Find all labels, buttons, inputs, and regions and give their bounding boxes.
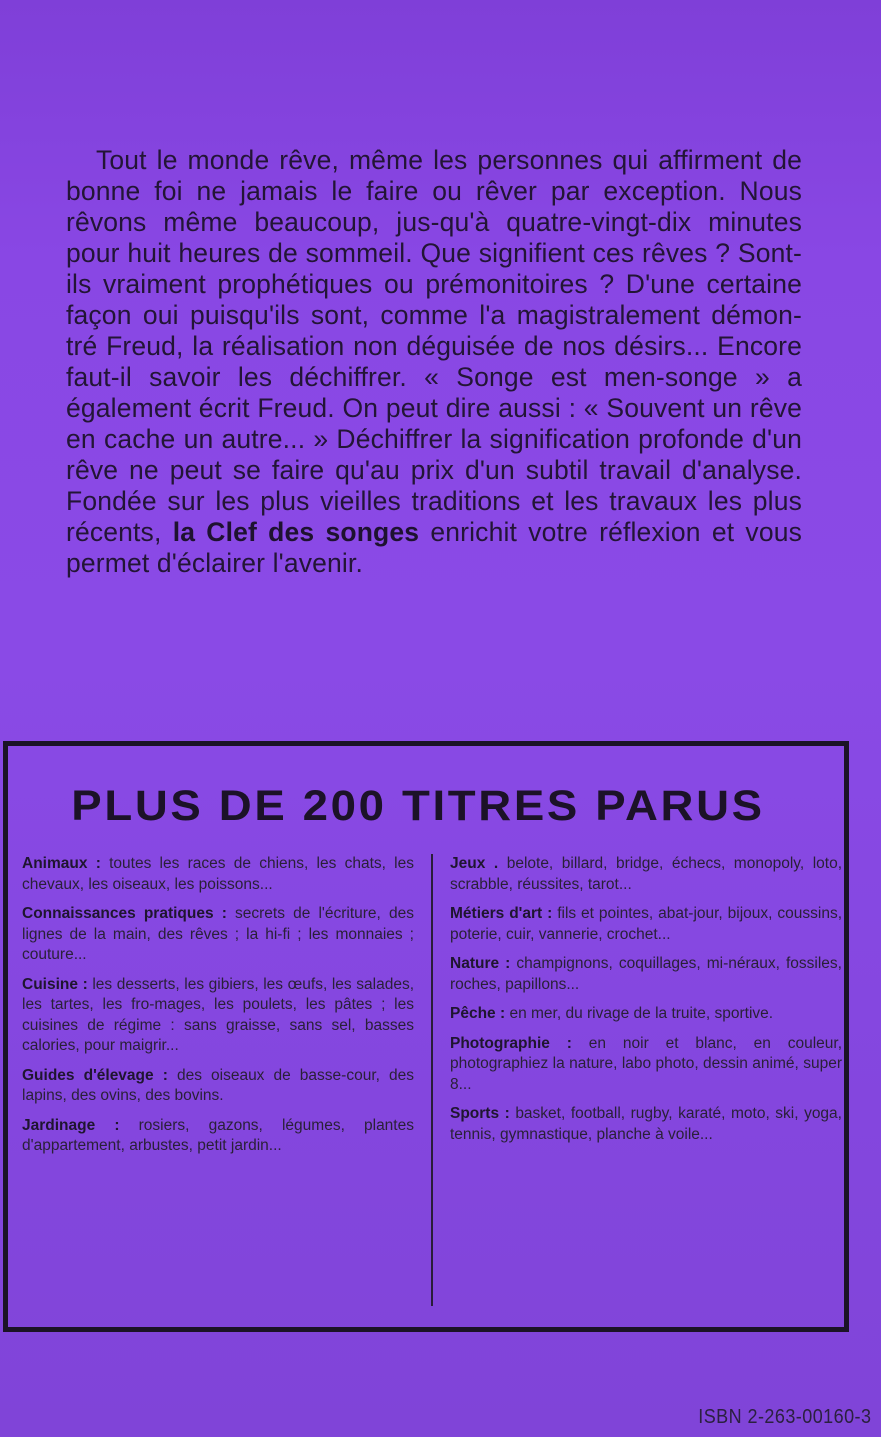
blurb-paragraph [66, 145, 802, 579]
category-text: les desserts, les gibiers, les œufs, les salades, les tartes, les fro-mages, les poulets, les pâtes ; les cuisines de régime : sans graisse, sans sel, basses calories, pour maigrir... [22, 975, 414, 1054]
isbn-number: ISBN 2-263-00160-3 [697, 1406, 871, 1428]
list-item [450, 954, 842, 995]
category-label: Jardinage : [22, 1116, 120, 1134]
category-text: toutes les races de chiens, les chats, les chevaux, les oiseaux, les poissons... [22, 855, 414, 893]
category-text: champignons, coquillages, mi-néraux, fossiles, roches, papillons... [450, 955, 842, 993]
list-item [22, 854, 414, 895]
blurb-text [66, 145, 802, 579]
book-title-highlight: la Clef des songes [172, 517, 420, 547]
category-text: belote, billard, bridge, échecs, monopoly, loto, scrabble, réussites, tarot... [450, 855, 842, 893]
category-text: en mer, du rivage de la truite, sportive. [509, 1005, 774, 1022]
list-item [450, 1004, 842, 1025]
category-label: Connaissances pratiques : [22, 905, 227, 922]
list-item [450, 1034, 842, 1096]
category-text: secrets de l'écriture, des lignes de la main, des rêves ; la hi-fi ; les monnaies ; couture... [22, 905, 414, 963]
category-label: Métiers d'art : [450, 905, 553, 922]
blurb-part1: Tout le monde rêve, même les personnes qui affirment de bonne foi ne jamais le faire ou rêver par exception. Nous rêvons même beaucoup, jus-qu'à quatre-vingt-dix minutes pour huit heures de sommeil. Que signifient ces rêves ? Sont-ils vraiment prophétiques ou prémonitoires ? D'une certaine façon oui puisqu'ils sont, comme l'a magistralement démon-tré Freud, la réalisation non déguisée de nos désirs... Encore faut-il savoir les déchiffrer. « Songe est men-songe » a également écrit Freud. On peut dire aussi : « Souvent un rêve en cache un autre... » Déchiffrer la signification profonde d'un rêve ne peut se faire qu'au prix d'un subtil travail d'analyse. Fondée sur les plus vieilles traditions et les travaux les plus récents, [66, 145, 802, 547]
category-text: rosiers, gazons, légumes, plantes d'appartement, arbustes, petit jardin... [22, 1116, 414, 1154]
list-item [22, 975, 414, 1057]
list-item [450, 854, 842, 895]
category-label: Cuisine : [22, 975, 88, 993]
category-text: en noir et blanc, en couleur, photographiez la nature, labo photo, dessin animé, super 8... [450, 1034, 843, 1093]
list-item [22, 904, 414, 966]
category-label: Sports : [450, 1105, 510, 1122]
box-title: PLUS DE 200 TITRES PARUS [71, 782, 765, 830]
right-column [450, 854, 842, 1154]
blurb-part2: enrichit votre réflexion et vous permet d'éclairer l'avenir. [66, 517, 803, 578]
list-item [22, 1116, 414, 1157]
category-text: des oiseaux de basse-cour, des lapins, des ovins, des bovins. [22, 1066, 414, 1104]
category-label: Photographie : [450, 1034, 572, 1052]
category-text: basket, football, rugby, karaté, moto, ski, yoga, tennis, gymnastique, planche à voile... [450, 1105, 842, 1143]
category-label: Guides d'élevage : [22, 1066, 168, 1084]
left-column [22, 854, 414, 1166]
list-item [22, 1066, 414, 1107]
column-divider [431, 854, 433, 1306]
category-text: fils et pointes, abat-jour, bijoux, coussins, poterie, cuir, vannerie, crochet... [450, 905, 843, 943]
category-label: Animaux : [22, 855, 101, 872]
category-label: Pêche : [450, 1005, 506, 1022]
category-label: Nature : [450, 955, 511, 972]
list-item [450, 904, 842, 945]
category-label: Jeux . [450, 855, 499, 872]
list-item [450, 1104, 842, 1145]
titles-box [3, 741, 849, 1332]
